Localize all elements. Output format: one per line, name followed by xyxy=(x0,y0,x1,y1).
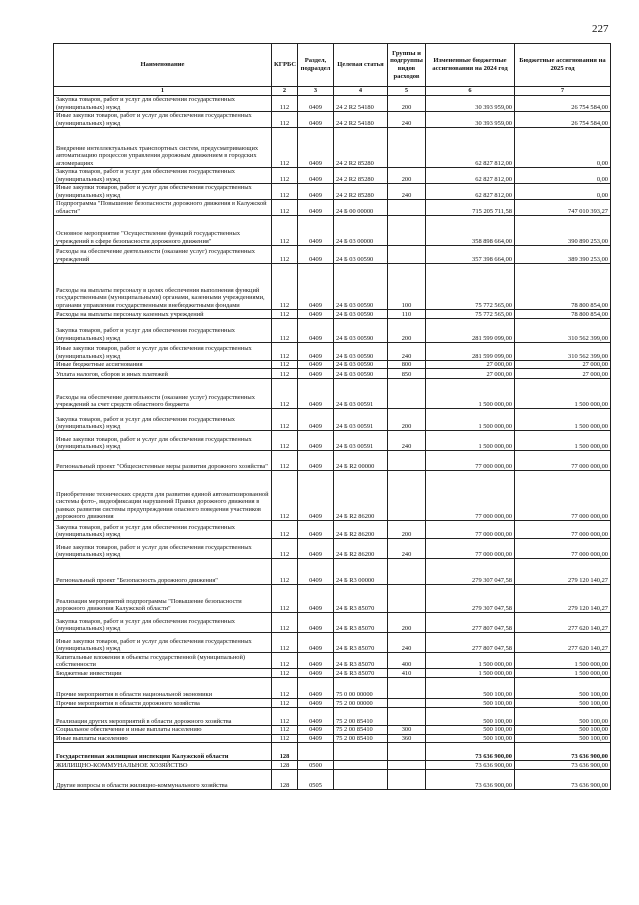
column-number: 4 xyxy=(334,87,388,96)
row-group xyxy=(388,216,426,246)
row-kgrbs: 112 xyxy=(272,585,298,613)
row-group: 240 xyxy=(388,633,426,653)
row-target: 24 Б R3 85070 xyxy=(334,669,388,678)
row-name: Приобретение технических средств для развития единой автоматизированной системы фото-, видеофиксации нарушений Правил дорожного движения в рамках развития системы предупреждения опасного поведения участников дорожного движения xyxy=(54,471,272,521)
row-amount-2025: 73 636 900,00 xyxy=(515,743,611,761)
row-amount-2024: 62 827 812,00 xyxy=(426,168,515,184)
row-amount-2025: 77 000 000,00 xyxy=(515,539,611,559)
row-section: 0409 xyxy=(298,319,334,343)
row-target: 24 Б R3 85070 xyxy=(334,653,388,669)
row-kgrbs: 112 xyxy=(272,451,298,471)
table-row xyxy=(54,431,611,451)
row-name: Реализация мероприятий подпрограммы "Повышение безопасности дорожного движения Калужской области" xyxy=(54,585,272,613)
row-group: 360 xyxy=(388,734,426,742)
row-name: Закупка товаров, работ и услуг для обеспечения государственных (муниципальных) нужд xyxy=(54,613,272,633)
header-target: Целевая статья xyxy=(334,44,388,87)
row-amount-2024: 1 500 000,00 xyxy=(426,379,515,409)
row-amount-2024: 277 807 047,58 xyxy=(426,633,515,653)
row-section: 0409 xyxy=(298,633,334,653)
row-name: Закупка товаров, работ и услуг для обеспечения государственных (муниципальных) нужд xyxy=(54,521,272,539)
row-section: 0409 xyxy=(298,246,334,264)
row-kgrbs: 112 xyxy=(272,112,298,128)
row-target: 24 Б 03 00590 xyxy=(334,369,388,379)
row-amount-2025: 279 120 140,27 xyxy=(515,559,611,585)
table-row xyxy=(54,409,611,431)
row-kgrbs: 112 xyxy=(272,216,298,246)
table-row xyxy=(54,200,611,216)
row-target: 24 Б 03 00590 xyxy=(334,264,388,310)
row-section xyxy=(298,743,334,761)
row-kgrbs: 112 xyxy=(272,653,298,669)
budget-table xyxy=(53,43,611,790)
row-amount-2024: 62 827 812,00 xyxy=(426,184,515,200)
row-name: Региональный проект "Безопасность дорожного движения" xyxy=(54,559,272,585)
row-amount-2024: 277 807 047,58 xyxy=(426,613,515,633)
row-group xyxy=(388,678,426,699)
row-target: 75 0 00 00000 xyxy=(334,678,388,699)
row-amount-2024: 281 599 099,00 xyxy=(426,319,515,343)
row-amount-2024: 30 393 959,00 xyxy=(426,96,515,112)
row-amount-2025: 277 620 140,27 xyxy=(515,613,611,633)
table-row xyxy=(54,310,611,319)
row-amount-2025: 0,00 xyxy=(515,184,611,200)
row-kgrbs: 128 xyxy=(272,770,298,790)
row-group xyxy=(388,379,426,409)
page-number: 227 xyxy=(592,23,609,35)
row-amount-2025: 747 010 393,27 xyxy=(515,200,611,216)
column-number: 5 xyxy=(388,87,426,96)
table-row xyxy=(54,585,611,613)
row-name: Расходы на выплаты персоналу казенных учреждений xyxy=(54,310,272,319)
row-group: 200 xyxy=(388,96,426,112)
row-section: 0409 xyxy=(298,734,334,742)
row-section: 0409 xyxy=(298,726,334,734)
column-number: 7 xyxy=(515,87,611,96)
row-amount-2025: 73 636 900,00 xyxy=(515,770,611,790)
table-row xyxy=(54,451,611,471)
row-name: Расходы на обеспечение деятельности (оказание услуг) государственных учреждений за счет средств областного бюджета xyxy=(54,379,272,409)
row-name: Иные бюджетные ассигнования xyxy=(54,361,272,369)
row-group xyxy=(388,708,426,726)
row-amount-2024: 358 898 664,00 xyxy=(426,216,515,246)
row-group xyxy=(388,200,426,216)
row-amount-2024: 500 100,00 xyxy=(426,678,515,699)
table-row xyxy=(54,539,611,559)
table-row xyxy=(54,184,611,200)
row-group: 200 xyxy=(388,319,426,343)
row-amount-2025: 0,00 xyxy=(515,128,611,168)
row-section: 0409 xyxy=(298,451,334,471)
row-target: 24 Б 03 00591 xyxy=(334,379,388,409)
row-section: 0409 xyxy=(298,184,334,200)
row-target: 75 2 00 85410 xyxy=(334,708,388,726)
table-row xyxy=(54,559,611,585)
row-group: 200 xyxy=(388,409,426,431)
column-number: 3 xyxy=(298,87,334,96)
row-amount-2025: 78 800 854,00 xyxy=(515,310,611,319)
row-target: 24 Б 03 00590 xyxy=(334,246,388,264)
row-group xyxy=(388,128,426,168)
row-amount-2025: 27 000,00 xyxy=(515,361,611,369)
row-target: 24 Б R2 86200 xyxy=(334,539,388,559)
row-target xyxy=(334,743,388,761)
row-section: 0409 xyxy=(298,168,334,184)
table-row xyxy=(54,361,611,369)
row-target xyxy=(334,770,388,790)
row-target: 24 Б 00 00000 xyxy=(334,200,388,216)
row-name: Закупка товаров, работ и услуг для обеспечения государственных (муниципальных) нужд xyxy=(54,96,272,112)
table-row xyxy=(54,471,611,521)
table-row xyxy=(54,653,611,669)
column-number: 6 xyxy=(426,87,515,96)
row-amount-2025: 1 500 000,00 xyxy=(515,653,611,669)
row-amount-2025: 1 500 000,00 xyxy=(515,431,611,451)
row-amount-2024: 1 500 000,00 xyxy=(426,653,515,669)
row-kgrbs: 112 xyxy=(272,184,298,200)
row-name: Иные закупки товаров, работ и услуг для обеспечения государственных (муниципальных) нужд xyxy=(54,431,272,451)
row-amount-2024: 77 000 000,00 xyxy=(426,471,515,521)
row-section: 0409 xyxy=(298,96,334,112)
row-section: 0409 xyxy=(298,699,334,708)
row-section: 0409 xyxy=(298,669,334,678)
table-body xyxy=(54,96,611,790)
row-target: 24 2 R2 54180 xyxy=(334,96,388,112)
row-group xyxy=(388,246,426,264)
row-kgrbs: 112 xyxy=(272,168,298,184)
table-row xyxy=(54,343,611,361)
row-amount-2025: 310 562 399,00 xyxy=(515,343,611,361)
row-amount-2025: 27 000,00 xyxy=(515,369,611,379)
table-row xyxy=(54,264,611,310)
table-row xyxy=(54,96,611,112)
row-amount-2024: 73 636 900,00 xyxy=(426,770,515,790)
row-amount-2024: 75 772 565,00 xyxy=(426,264,515,310)
row-amount-2024: 73 636 900,00 xyxy=(426,761,515,770)
row-section: 0500 xyxy=(298,761,334,770)
row-kgrbs: 128 xyxy=(272,761,298,770)
row-name: Региональный проект "Общесистемные меры развития дорожного хозяйства" xyxy=(54,451,272,471)
row-name: Расходы на выплаты персоналу в целях обеспечения выполнения функций государственными (муниципальными) органами, казенными учреждениями, органами управления государственными внебюджетными фондами xyxy=(54,264,272,310)
header-2025: Бюджетные ассигнования на 2025 год xyxy=(515,44,611,87)
table-row xyxy=(54,734,611,742)
table-row xyxy=(54,168,611,184)
row-kgrbs: 112 xyxy=(272,699,298,708)
row-section: 0409 xyxy=(298,431,334,451)
row-amount-2024: 500 100,00 xyxy=(426,708,515,726)
row-kgrbs: 112 xyxy=(272,200,298,216)
row-target: 75 2 00 85410 xyxy=(334,726,388,734)
row-kgrbs: 112 xyxy=(272,521,298,539)
row-amount-2024: 500 100,00 xyxy=(426,734,515,742)
row-section: 0409 xyxy=(298,708,334,726)
row-amount-2025: 0,00 xyxy=(515,168,611,184)
row-kgrbs: 112 xyxy=(272,726,298,734)
row-name: Расходы на обеспечение деятельности (оказание услуг) государственных учреждений xyxy=(54,246,272,264)
row-amount-2025: 389 390 253,00 xyxy=(515,246,611,264)
row-name: Закупка товаров, работ и услуг для обеспечения государственных (муниципальных) нужд xyxy=(54,319,272,343)
header-name: Наименование xyxy=(54,44,272,87)
row-name: Иные закупки товаров, работ и услуг для обеспечения государственных (муниципальных) нужд xyxy=(54,112,272,128)
row-group xyxy=(388,770,426,790)
row-group: 850 xyxy=(388,369,426,379)
row-group: 240 xyxy=(388,431,426,451)
row-kgrbs: 112 xyxy=(272,708,298,726)
row-amount-2025: 279 120 140,27 xyxy=(515,585,611,613)
table-row xyxy=(54,319,611,343)
row-section: 0409 xyxy=(298,559,334,585)
row-target: 24 Б 03 00591 xyxy=(334,409,388,431)
row-kgrbs: 112 xyxy=(272,669,298,678)
row-target: 24 Б 03 00590 xyxy=(334,319,388,343)
row-name: Основное мероприятие "Осуществление функций государственных учреждений в сфере безопасности дорожного движения" xyxy=(54,216,272,246)
row-amount-2025: 77 000 000,00 xyxy=(515,521,611,539)
row-amount-2025: 77 000 000,00 xyxy=(515,471,611,521)
row-amount-2024: 77 000 000,00 xyxy=(426,539,515,559)
row-group xyxy=(388,451,426,471)
row-name: Иные закупки товаров, работ и услуг для обеспечения государственных (муниципальных) нужд xyxy=(54,633,272,653)
row-amount-2024: 62 827 812,00 xyxy=(426,128,515,168)
table-row xyxy=(54,369,611,379)
row-group: 200 xyxy=(388,613,426,633)
row-amount-2024: 1 500 000,00 xyxy=(426,431,515,451)
row-section: 0409 xyxy=(298,653,334,669)
table-row xyxy=(54,633,611,653)
row-amount-2024: 500 100,00 xyxy=(426,699,515,708)
row-amount-2024: 357 398 664,00 xyxy=(426,246,515,264)
table-row xyxy=(54,743,611,761)
table-row xyxy=(54,770,611,790)
row-amount-2025: 78 800 854,00 xyxy=(515,264,611,310)
table-row xyxy=(54,699,611,708)
row-target: 24 Б R3 85070 xyxy=(334,633,388,653)
row-name: Прочие мероприятия в области дорожного хозяйства xyxy=(54,699,272,708)
row-kgrbs: 112 xyxy=(272,246,298,264)
header-row xyxy=(54,44,611,87)
row-amount-2025: 310 562 399,00 xyxy=(515,319,611,343)
row-kgrbs: 112 xyxy=(272,409,298,431)
row-name: Государственная жилищная инспекция Калужской области xyxy=(54,743,272,761)
row-section: 0409 xyxy=(298,379,334,409)
row-amount-2024: 77 000 000,00 xyxy=(426,521,515,539)
row-section: 0409 xyxy=(298,539,334,559)
row-name: Бюджетные инвестиции xyxy=(54,669,272,678)
row-amount-2025: 500 100,00 xyxy=(515,726,611,734)
row-name: Закупка товаров, работ и услуг для обеспечения государственных (муниципальных) нужд xyxy=(54,409,272,431)
column-number-row xyxy=(54,87,611,96)
row-section: 0409 xyxy=(298,521,334,539)
row-target: 24 2 R2 85280 xyxy=(334,184,388,200)
row-target: 24 Б R3 00000 xyxy=(334,559,388,585)
table-row xyxy=(54,708,611,726)
header-2024: Измененные бюджетные ассигнования на 2024 год xyxy=(426,44,515,87)
row-target: 24 Б 03 00590 xyxy=(334,343,388,361)
row-name: Иные закупки товаров, работ и услуг для обеспечения государственных (муниципальных) нужд xyxy=(54,184,272,200)
table-row xyxy=(54,726,611,734)
row-section: 0409 xyxy=(298,112,334,128)
column-number: 1 xyxy=(54,87,272,96)
row-section: 0409 xyxy=(298,361,334,369)
row-target: 24 Б 03 00000 xyxy=(334,216,388,246)
row-amount-2025: 26 754 584,00 xyxy=(515,112,611,128)
row-kgrbs: 112 xyxy=(272,319,298,343)
row-section: 0409 xyxy=(298,264,334,310)
row-amount-2024: 77 000 000,00 xyxy=(426,451,515,471)
row-group xyxy=(388,761,426,770)
row-target: 24 Б 03 00591 xyxy=(334,431,388,451)
row-amount-2024: 27 000,00 xyxy=(426,369,515,379)
row-amount-2025: 277 620 140,27 xyxy=(515,633,611,653)
row-section: 0409 xyxy=(298,678,334,699)
row-kgrbs: 128 xyxy=(272,743,298,761)
row-group: 400 xyxy=(388,653,426,669)
row-group xyxy=(388,699,426,708)
column-number: 2 xyxy=(272,87,298,96)
row-kgrbs: 112 xyxy=(272,633,298,653)
row-group: 100 xyxy=(388,264,426,310)
row-amount-2024: 75 772 565,00 xyxy=(426,310,515,319)
row-amount-2025: 77 000 000,00 xyxy=(515,451,611,471)
row-section: 0409 xyxy=(298,613,334,633)
row-amount-2024: 1 500 000,00 xyxy=(426,669,515,678)
table-row xyxy=(54,128,611,168)
row-amount-2024: 281 599 099,00 xyxy=(426,343,515,361)
row-group: 200 xyxy=(388,521,426,539)
row-group: 200 xyxy=(388,168,426,184)
row-target: 24 2 R2 85280 xyxy=(334,128,388,168)
table-row xyxy=(54,761,611,770)
row-amount-2024: 500 100,00 xyxy=(426,726,515,734)
row-section: 0409 xyxy=(298,369,334,379)
row-section: 0505 xyxy=(298,770,334,790)
row-name: Уплата налогов, сборов и иных платежей xyxy=(54,369,272,379)
table-row xyxy=(54,216,611,246)
row-amount-2025: 500 100,00 xyxy=(515,678,611,699)
row-target: 24 2 R2 54180 xyxy=(334,112,388,128)
row-name: Иные выплаты населению xyxy=(54,734,272,742)
header-kgrbs: КГРБС xyxy=(272,44,298,87)
row-section: 0409 xyxy=(298,200,334,216)
row-group xyxy=(388,559,426,585)
row-target xyxy=(334,761,388,770)
row-amount-2024: 279 307 047,58 xyxy=(426,559,515,585)
table-row xyxy=(54,246,611,264)
row-name: Социальное обеспечение и иные выплаты населению xyxy=(54,726,272,734)
row-target: 24 Б R3 85070 xyxy=(334,613,388,633)
row-group: 800 xyxy=(388,361,426,369)
row-kgrbs: 112 xyxy=(272,734,298,742)
row-amount-2025: 73 636 900,00 xyxy=(515,761,611,770)
row-kgrbs: 112 xyxy=(272,431,298,451)
row-group: 410 xyxy=(388,669,426,678)
row-name: Прочие мероприятия в области национальной экономики xyxy=(54,678,272,699)
row-section: 0409 xyxy=(298,216,334,246)
row-kgrbs: 112 xyxy=(272,96,298,112)
header-section: Раздел, подраздел xyxy=(298,44,334,87)
row-kgrbs: 112 xyxy=(272,343,298,361)
row-kgrbs: 112 xyxy=(272,361,298,369)
row-target: 24 2 R2 85280 xyxy=(334,168,388,184)
row-section: 0409 xyxy=(298,471,334,521)
row-kgrbs: 112 xyxy=(272,559,298,585)
row-group: 240 xyxy=(388,343,426,361)
row-name: ЖИЛИЩНО-КОММУНАЛЬНОЕ ХОЗЯЙСТВО xyxy=(54,761,272,770)
row-name: Капитальные вложения в объекты государственной (муниципальной) собственности xyxy=(54,653,272,669)
row-name: Закупка товаров, работ и услуг для обеспечения государственных (муниципальных) нужд xyxy=(54,168,272,184)
row-kgrbs: 112 xyxy=(272,128,298,168)
row-section: 0409 xyxy=(298,310,334,319)
row-name: Внедрение интеллектуальных транспортных систем, предусматривающих автоматизацию процессов управления дорожным движением в городских агломерациях xyxy=(54,128,272,168)
row-target: 75 2 00 00000 xyxy=(334,699,388,708)
row-group: 240 xyxy=(388,539,426,559)
table-row xyxy=(54,521,611,539)
table-row xyxy=(54,112,611,128)
row-target: 24 Б 03 00590 xyxy=(334,310,388,319)
row-section: 0409 xyxy=(298,585,334,613)
row-name: Иные закупки товаров, работ и услуг для обеспечения государственных (муниципальных) нужд xyxy=(54,343,272,361)
row-amount-2024: 715 205 711,58 xyxy=(426,200,515,216)
row-amount-2025: 500 100,00 xyxy=(515,699,611,708)
row-name: Реализация других мероприятий в области дорожного хозяйства xyxy=(54,708,272,726)
row-amount-2025: 26 754 584,00 xyxy=(515,96,611,112)
table-row xyxy=(54,678,611,699)
row-amount-2025: 390 890 253,00 xyxy=(515,216,611,246)
table-row xyxy=(54,613,611,633)
row-amount-2024: 73 636 900,00 xyxy=(426,743,515,761)
row-amount-2025: 1 500 000,00 xyxy=(515,379,611,409)
row-kgrbs: 112 xyxy=(272,471,298,521)
row-group xyxy=(388,585,426,613)
row-amount-2025: 1 500 000,00 xyxy=(515,669,611,678)
row-target: 24 Б R2 86200 xyxy=(334,521,388,539)
row-kgrbs: 112 xyxy=(272,379,298,409)
row-amount-2024: 27 000,00 xyxy=(426,361,515,369)
table-row xyxy=(54,379,611,409)
row-target: 24 Б R3 85070 xyxy=(334,585,388,613)
table-row xyxy=(54,669,611,678)
row-group xyxy=(388,471,426,521)
header-groups: Группы и подгруппы видов расходов xyxy=(388,44,426,87)
row-section: 0409 xyxy=(298,343,334,361)
row-group: 240 xyxy=(388,184,426,200)
row-name: Подпрограмма "Повышение безопасности дорожного движения в Калужской области" xyxy=(54,200,272,216)
row-kgrbs: 112 xyxy=(272,678,298,699)
row-target: 75 2 00 85410 xyxy=(334,734,388,742)
row-name: Иные закупки товаров, работ и услуг для обеспечения государственных (муниципальных) нужд xyxy=(54,539,272,559)
row-target: 24 Б R2 00000 xyxy=(334,451,388,471)
row-amount-2025: 500 100,00 xyxy=(515,734,611,742)
row-target: 24 Б 03 00590 xyxy=(334,361,388,369)
row-section: 0409 xyxy=(298,409,334,431)
row-amount-2024: 30 393 959,00 xyxy=(426,112,515,128)
row-kgrbs: 112 xyxy=(272,539,298,559)
row-amount-2024: 279 307 047,58 xyxy=(426,585,515,613)
row-group: 110 xyxy=(388,310,426,319)
row-amount-2024: 1 500 000,00 xyxy=(426,409,515,431)
row-amount-2025: 1 500 000,00 xyxy=(515,409,611,431)
row-group xyxy=(388,743,426,761)
row-section: 0409 xyxy=(298,128,334,168)
row-amount-2025: 500 100,00 xyxy=(515,708,611,726)
row-group: 300 xyxy=(388,726,426,734)
row-kgrbs: 112 xyxy=(272,613,298,633)
row-target: 24 Б R2 86200 xyxy=(334,471,388,521)
row-kgrbs: 112 xyxy=(272,264,298,310)
row-group: 240 xyxy=(388,112,426,128)
row-kgrbs: 112 xyxy=(272,369,298,379)
row-name: Другие вопросы в области жилищно-коммунального хозяйства xyxy=(54,770,272,790)
row-kgrbs: 112 xyxy=(272,310,298,319)
